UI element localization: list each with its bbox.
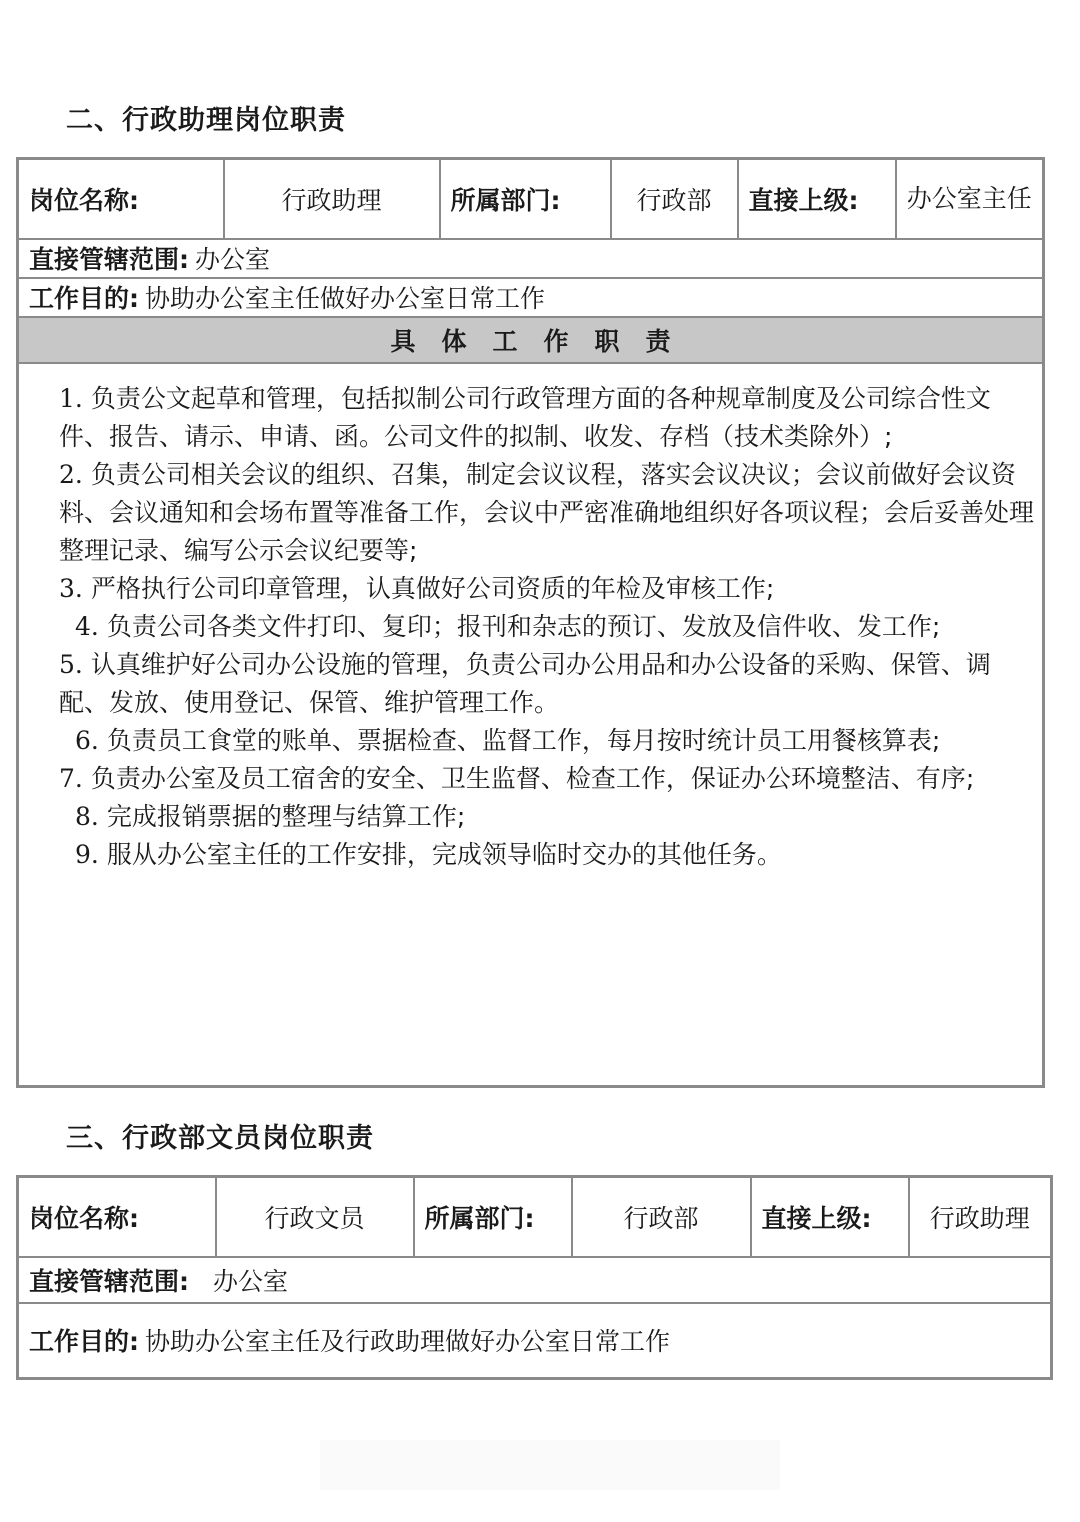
superior-label: 直接上级: [751, 1177, 909, 1257]
clerk-duty-table [16, 1175, 1053, 1380]
section-3-title: 三、行政部文员岗位职责 [66, 1123, 374, 1154]
blurred-footer-watermark [320, 1440, 780, 1490]
dept-label: 所属部门: [440, 159, 611, 239]
scope-row [18, 1257, 1052, 1303]
purpose-row [18, 278, 1044, 317]
duty-item: 3. 严格执行公司印章管理，认真做好公司资质的年检及审核工作; [59, 573, 775, 603]
scope-value: 办公室 [213, 1266, 289, 1296]
duty-item: 1. 负责公文起草和管理，包括拟制公司行政管理方面的各种规章制度及公司综合性文件、报告、请示、申请、函。公司文件的拟制、收发、存档（技术类除外）; [59, 383, 991, 451]
duty-item: 6. 负责员工食堂的账单、票据检查、监督工作，每月按时统计员工用餐核算表; [75, 725, 941, 755]
assistant-duty-table [16, 157, 1045, 1088]
scope-label: 直接管辖范围: [29, 245, 189, 274]
duty-item: 9. 服从办公室主任的工作安排，完成领导临时交办的其他任务。 [75, 839, 782, 869]
purpose-row [18, 1303, 1052, 1379]
superior-value: 办公室主任 [896, 159, 1044, 239]
position-label: 岗位名称: [18, 1177, 216, 1257]
position-value: 行政助理 [224, 159, 440, 239]
scope-row [18, 239, 1044, 278]
scope-label: 直接管辖范围: [29, 1266, 189, 1296]
superior-value: 行政助理 [909, 1177, 1052, 1257]
dept-label: 所属部门: [414, 1177, 572, 1257]
duty-item: 8. 完成报销票据的整理与结算工作; [75, 801, 466, 831]
dept-value: 行政部 [572, 1177, 751, 1257]
position-value: 行政文员 [216, 1177, 414, 1257]
dept-value: 行政部 [611, 159, 738, 239]
purpose-label: 工作目的: [29, 1327, 139, 1357]
duties-list [18, 363, 1044, 1087]
duty-item: 5. 认真维护好公司办公设施的管理，负责公司办公用品和办公设备的采购、保管、调配、发放、使用登记、保管、维护管理工作。 [59, 649, 991, 717]
duty-item: 7. 负责办公室及员工宿舍的安全、卫生监督、检查工作，保证办公环境整洁、有序; [59, 763, 975, 793]
duty-item: 4. 负责公司各类文件打印、复印；报刊和杂志的预订、发放及信件收、发工作; [75, 611, 941, 641]
duty-item: 2. 负责公司相关会议的组织、召集，制定会议议程，落实会议决议；会议前做好会议资料、会议通知和会场布置等准备工作，会议中严密准确地组织好各项议程；会后妥善处理整理记录、编写公示会议纪要等; [59, 459, 1035, 565]
section-2-title: 二、行政助理岗位职责 [66, 105, 346, 136]
scope-value: 办公室 [195, 245, 271, 274]
purpose-value: 协助办公室主任做好办公室日常工作 [145, 284, 546, 313]
duties-header: 具体工作职责 [18, 317, 1044, 363]
purpose-label: 工作目的: [29, 284, 139, 313]
position-label: 岗位名称: [18, 159, 224, 239]
superior-label: 直接上级: [738, 159, 896, 239]
purpose-value: 协助办公室主任及行政助理做好办公室日常工作 [145, 1327, 671, 1357]
